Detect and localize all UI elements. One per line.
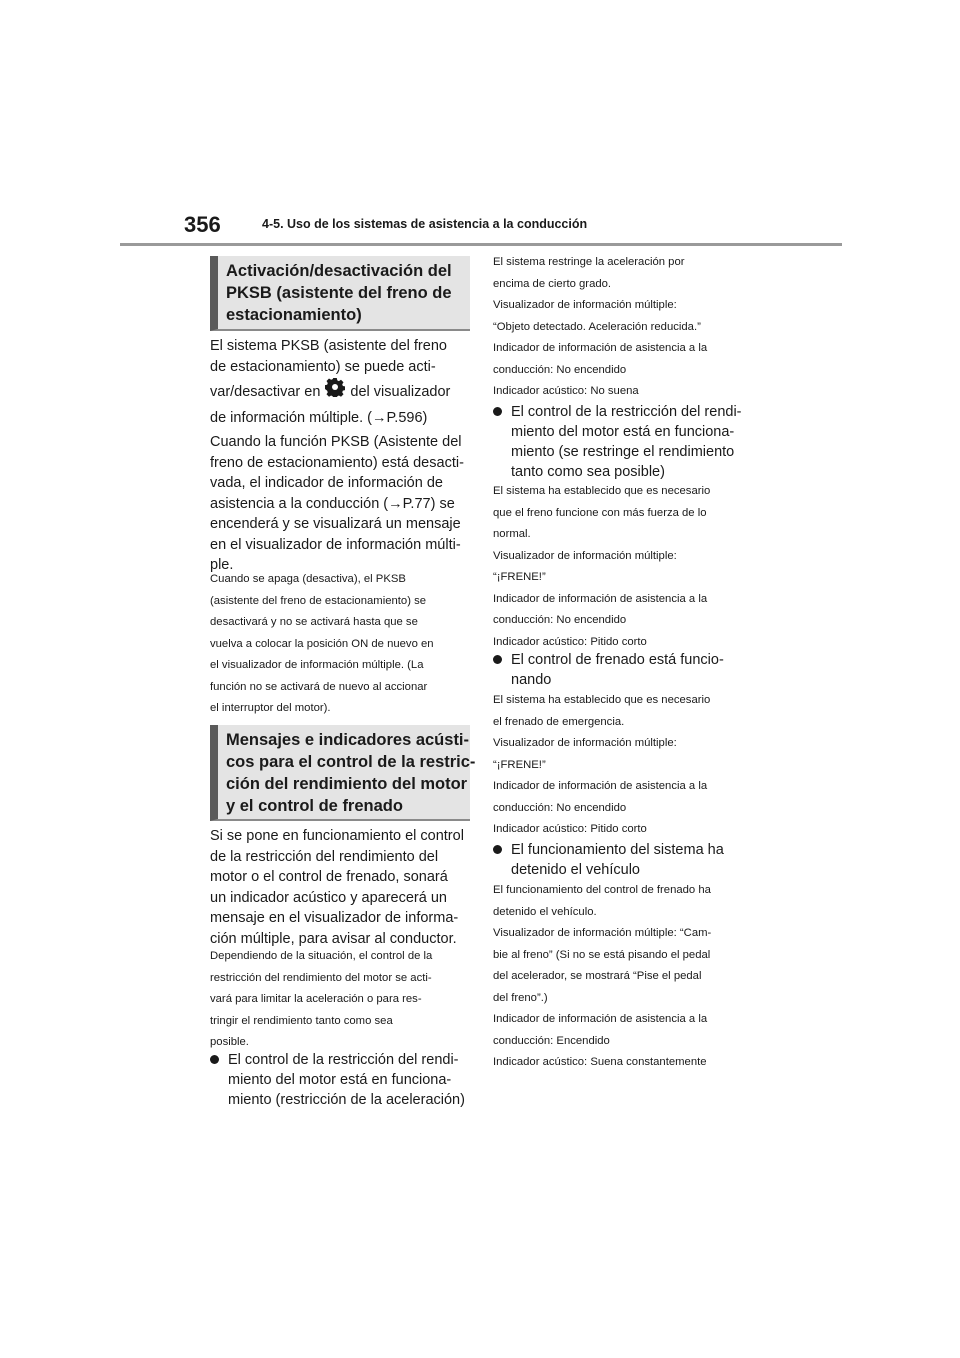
paragraph-pksb-toggle (210, 336, 472, 576)
text-line: Indicador acústico: Pitido corto (493, 635, 647, 648)
text-line: Indicador acústico: Pitido corto (493, 823, 647, 835)
text-line: ple. (210, 557, 234, 573)
text-line: nando (511, 672, 552, 688)
text-line: El sistema ha establecido que es necesario (493, 485, 711, 497)
text-line: de información múltiple. (→P.596) (210, 409, 428, 426)
note-situation (210, 946, 472, 1054)
block-acceleration-restriction (493, 252, 753, 403)
heading-line: ción del rendimiento del motor (226, 775, 468, 793)
text-line: Cuando se apaga (desactiva), el PKSB (210, 573, 406, 585)
text-line: Visualizador de información múltiple: (493, 299, 677, 311)
text-line: del acelerador, se mostrará “Pise el pedal (493, 970, 702, 982)
text-line: desactivará y no se activará hasta que se (210, 616, 418, 628)
text-line: (asistente del freno de estacionamiento) se (210, 594, 427, 607)
section-title: 4-5. Uso de los sistemas de asistencia a la conducción (262, 217, 588, 231)
text-line: miento del motor está en funciona- (511, 424, 735, 440)
bullet-braking-control (493, 650, 753, 690)
text-line: bie al freno” (Si no se está pisando el pedal (493, 948, 711, 961)
text-line: Cuando la función PKSB (Asistente del (210, 434, 462, 450)
text-line: encenderá y se visualizará un mensaje (210, 516, 461, 532)
text-line: vará para limitar la aceleración o para res- (210, 993, 422, 1005)
text-line: El funcionamiento del sistema ha (511, 842, 724, 858)
block-vehicle-stopped (493, 880, 753, 1074)
text-line: El sistema restringe la aceleración por (493, 256, 685, 268)
bullet-dot-icon (493, 655, 502, 664)
heading-line: Activación/desactivación del (226, 262, 452, 280)
text-line: miento (restricción de la aceleración) (228, 1092, 465, 1108)
text-line: tringir el rendimiento tanto como sea (210, 1014, 393, 1027)
text-line: el visualizador de información múltiple. (La (210, 659, 424, 671)
text-line: detenido el vehículo (511, 862, 640, 878)
text-line: de estacionamiento) se puede acti- (210, 358, 436, 375)
text-line: El sistema ha establecido que es necesario (493, 694, 711, 706)
text-line: ción múltiple, para avisar al conductor. (210, 930, 457, 947)
text-line: un indicador acústico y aparecerá un (210, 889, 447, 906)
text-line: conducción: Encendido (493, 1034, 610, 1047)
heading-pksb-activation (210, 256, 470, 331)
heading-messages-buzzers (210, 725, 476, 821)
bullet-dot-icon (493, 407, 502, 416)
text-line: normal. (493, 528, 531, 540)
bullet-dot-icon (493, 845, 502, 854)
text-line: “Objeto detectado. Aceleración reducida.” (493, 320, 701, 333)
text-line: Indicador de información de asistencia a la (493, 342, 708, 354)
text-line: miento del motor está en funciona- (228, 1072, 452, 1088)
text-line: detenido el vehículo. (493, 905, 597, 918)
text-line: Visualizador de información múltiple: (493, 737, 677, 749)
header-rule (120, 243, 842, 246)
text-line: El sistema PKSB (asistente del freno (210, 338, 447, 354)
text-fragment: var/desactivar en (210, 384, 321, 401)
text-line: asistencia a la conducción (→P.77) se (210, 495, 455, 512)
heading-line: y el control de frenado (226, 797, 403, 815)
text-line: Visualizador de información múltiple: “Cam- (493, 927, 712, 939)
text-line: El control de la restricción del rendi- (511, 404, 742, 420)
text-fragment: del visualizador (350, 384, 451, 401)
heading-line: PKSB (asistente del freno de (226, 284, 452, 302)
text-line: que el freno funcione con más fuerza de lo (493, 506, 707, 519)
text-line: de la restricción del rendimiento del (210, 848, 439, 865)
text-line-with-icon (210, 381, 472, 404)
text-line: Indicador de información de asistencia a la (493, 1013, 708, 1025)
heading-line: Mensajes e indicadores acústi- (226, 731, 470, 749)
text-line: Indicador acústico: Suena constantemente (493, 1056, 707, 1068)
text-line: mensaje en el visualizador de informa- (210, 910, 459, 926)
text-line: restricción del rendimiento del motor se acti- (210, 971, 432, 984)
text-line: Indicador de información de asistencia a la (493, 592, 708, 605)
page-number: 356 (184, 212, 221, 237)
bullet-dot-icon (210, 1055, 219, 1064)
text-line: encima de cierto grado. (493, 277, 612, 290)
text-line: el interruptor del motor). (210, 702, 331, 714)
text-line: vuelva a colocar la posición ON de nuevo en (210, 637, 434, 650)
text-line: Visualizador de información múltiple: (493, 549, 677, 562)
text-line: Indicador de información de asistencia a la (493, 780, 708, 792)
text-line: freno de estacionamiento) está desacti- (210, 454, 464, 471)
text-line: vada, el indicador de información de (210, 475, 443, 491)
text-line: El control de frenado está funcio- (511, 652, 724, 668)
block-performance-restriction (493, 481, 753, 653)
paragraph-control-alert (210, 826, 472, 949)
bullet-performance-restriction (493, 402, 753, 482)
text-line: Si se pone en funcionamiento el control (210, 828, 464, 844)
text-line: conducción: No encendido (493, 614, 627, 626)
text-line: función no se activará de nuevo al accionar (210, 680, 428, 693)
text-line: conducción: No encendido (493, 801, 627, 814)
text-line: en el visualizador de información múlti- (210, 536, 461, 553)
text-line: Indicador acústico: No suena (493, 385, 639, 397)
text-line: del freno”.) (493, 991, 548, 1004)
text-line: “¡FRENE!” (493, 571, 546, 583)
heading-line: estacionamiento) (226, 306, 362, 324)
text-line: el frenado de emergencia. (493, 715, 625, 728)
text-line: Dependiendo de la situación, el control de la (210, 950, 433, 962)
note-pksb-off (210, 569, 472, 720)
block-braking-control (493, 690, 753, 841)
heading-line: cos para el control de la restric- (226, 753, 476, 771)
text-line: miento (se restringe el rendimiento (511, 444, 735, 460)
text-line: posible. (210, 1036, 249, 1048)
bullet-vehicle-stopped (493, 840, 753, 880)
text-line: conducción: No encendido (493, 363, 627, 376)
text-line: motor o el control de frenado, sonará (210, 869, 448, 885)
bullet-acceleration-restriction (210, 1050, 472, 1110)
text-line: “¡FRENE!” (493, 758, 546, 771)
gear-icon (325, 377, 345, 404)
text-line: El control de la restricción del rendi- (228, 1052, 459, 1068)
text-line: tanto como sea posible) (511, 464, 665, 480)
text-line: El funcionamiento del control de frenado ha (493, 884, 711, 896)
